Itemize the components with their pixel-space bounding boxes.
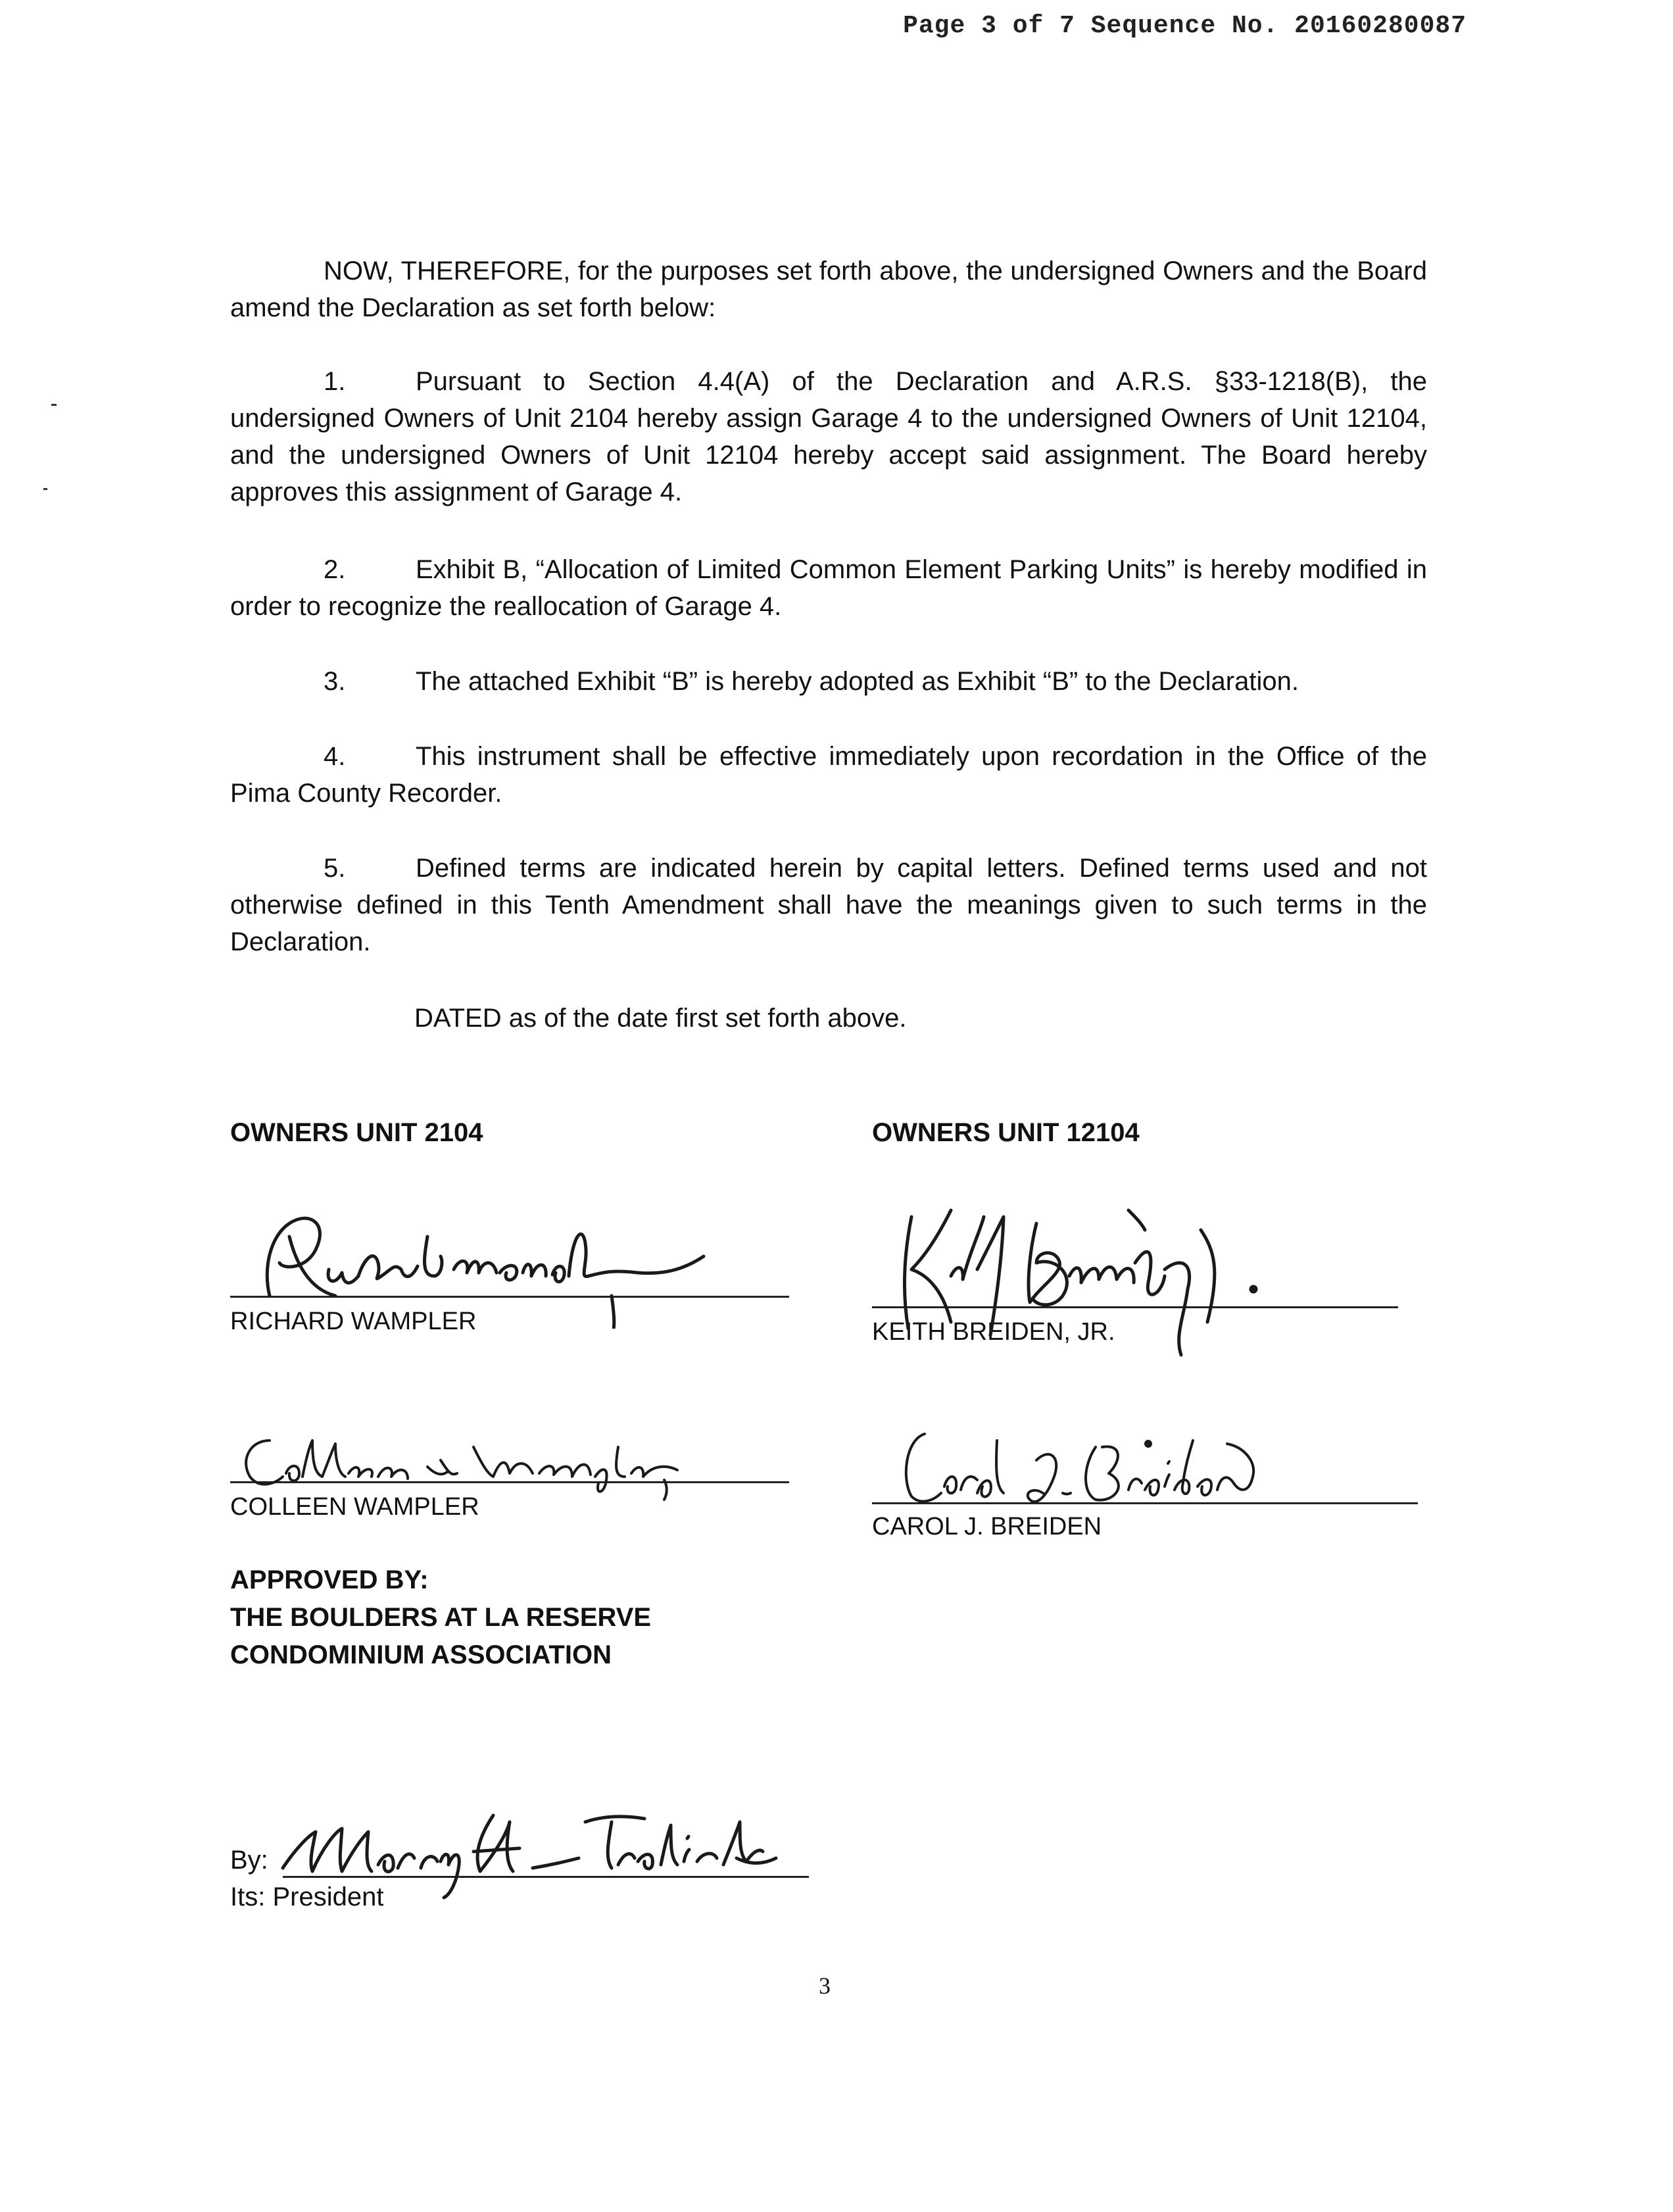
paragraph-2 xyxy=(230,551,1427,625)
signature-block-carol xyxy=(872,1421,1424,1539)
paragraph-text: The attached Exhibit “B” is hereby adopted as Exhibit “B” to the Declaration. xyxy=(416,667,1299,696)
page-number: 3 xyxy=(819,1973,831,1999)
signature-richard-wampler xyxy=(243,1197,756,1329)
paragraph-number: 1. xyxy=(324,367,346,396)
paragraph-number: 3. xyxy=(324,667,346,696)
signature-block-colleen xyxy=(230,1421,796,1539)
signatory-name: RICHARD WAMPLER xyxy=(230,1308,477,1335)
paragraph-text: Exhibit B, “Allocation of Limited Common Element Parking Units” is hereby modified in order to recognize the reallocation of Garage 4. xyxy=(230,555,1427,621)
signatory-name: COLLEEN WAMPLER xyxy=(230,1493,479,1521)
approved-by-label: APPROVED BY: xyxy=(230,1565,429,1594)
page-sequence-header: Page 3 of 7 Sequence No. 20160280087 xyxy=(903,12,1467,40)
paragraph-number: 5. xyxy=(324,854,346,883)
by-label: By: xyxy=(230,1846,268,1875)
signature-keith-breiden xyxy=(872,1191,1280,1388)
paragraph-number: 4. xyxy=(324,742,346,771)
intro-paragraph: NOW, THEREFORE, for the purposes set forth above, the undersigned Owners and the Board amend the Declaration as set forth below: xyxy=(230,257,1427,322)
signatory-name: CAROL J. BREIDEN xyxy=(872,1513,1102,1540)
association-name-line2: CONDOMINIUM ASSOCIATION xyxy=(230,1640,612,1669)
signature-carol-breiden xyxy=(885,1421,1293,1519)
approved-by-block xyxy=(230,1561,651,1674)
signatory-name: KEITH BREIDEN, JR. xyxy=(872,1318,1115,1346)
paragraph-4 xyxy=(230,738,1427,812)
signature-block-keith xyxy=(872,1197,1411,1381)
association-name-line1: THE BOULDERS AT LA RESERVE xyxy=(230,1603,652,1632)
paragraph-text: This instrument shall be effective immediately upon recordation in the Office of the Pima County Recorder. xyxy=(230,742,1427,808)
paragraph-3 xyxy=(230,663,1427,700)
paragraph-5 xyxy=(230,850,1427,960)
paragraph-text: Defined terms are indicated herein by capital letters. Defined terms used and not otherwise defined in this Tenth Amendment shall have the meanings given to such terms in the Declaration. xyxy=(230,854,1427,956)
signature-block-richard xyxy=(230,1197,796,1355)
scan-mark xyxy=(43,488,47,490)
paragraph-1 xyxy=(230,363,1427,510)
owners-unit-12104-heading: OWNERS UNIT 12104 xyxy=(872,1118,1140,1147)
its-title: Its: President xyxy=(230,1882,384,1911)
scan-mark xyxy=(51,404,57,406)
paragraph-number: 2. xyxy=(324,555,346,584)
signature-colleen-wampler xyxy=(230,1421,730,1506)
paragraph-text: Pursuant to Section 4.4(A) of the Declaration and A.R.S. §33-1218(B), the undersigned Owners of Unit 2104 hereby assign Garage 4 to the undersigned Owners of Unit 12104, and the undersigned Owners of Unit 12104 hereby accept said assignment. The Board hereby approves this assignment of Garage 4. xyxy=(230,367,1427,506)
owners-unit-2104-heading: OWNERS UNIT 2104 xyxy=(230,1118,483,1147)
dated-line: DATED as of the date first set forth above. xyxy=(414,1004,907,1033)
